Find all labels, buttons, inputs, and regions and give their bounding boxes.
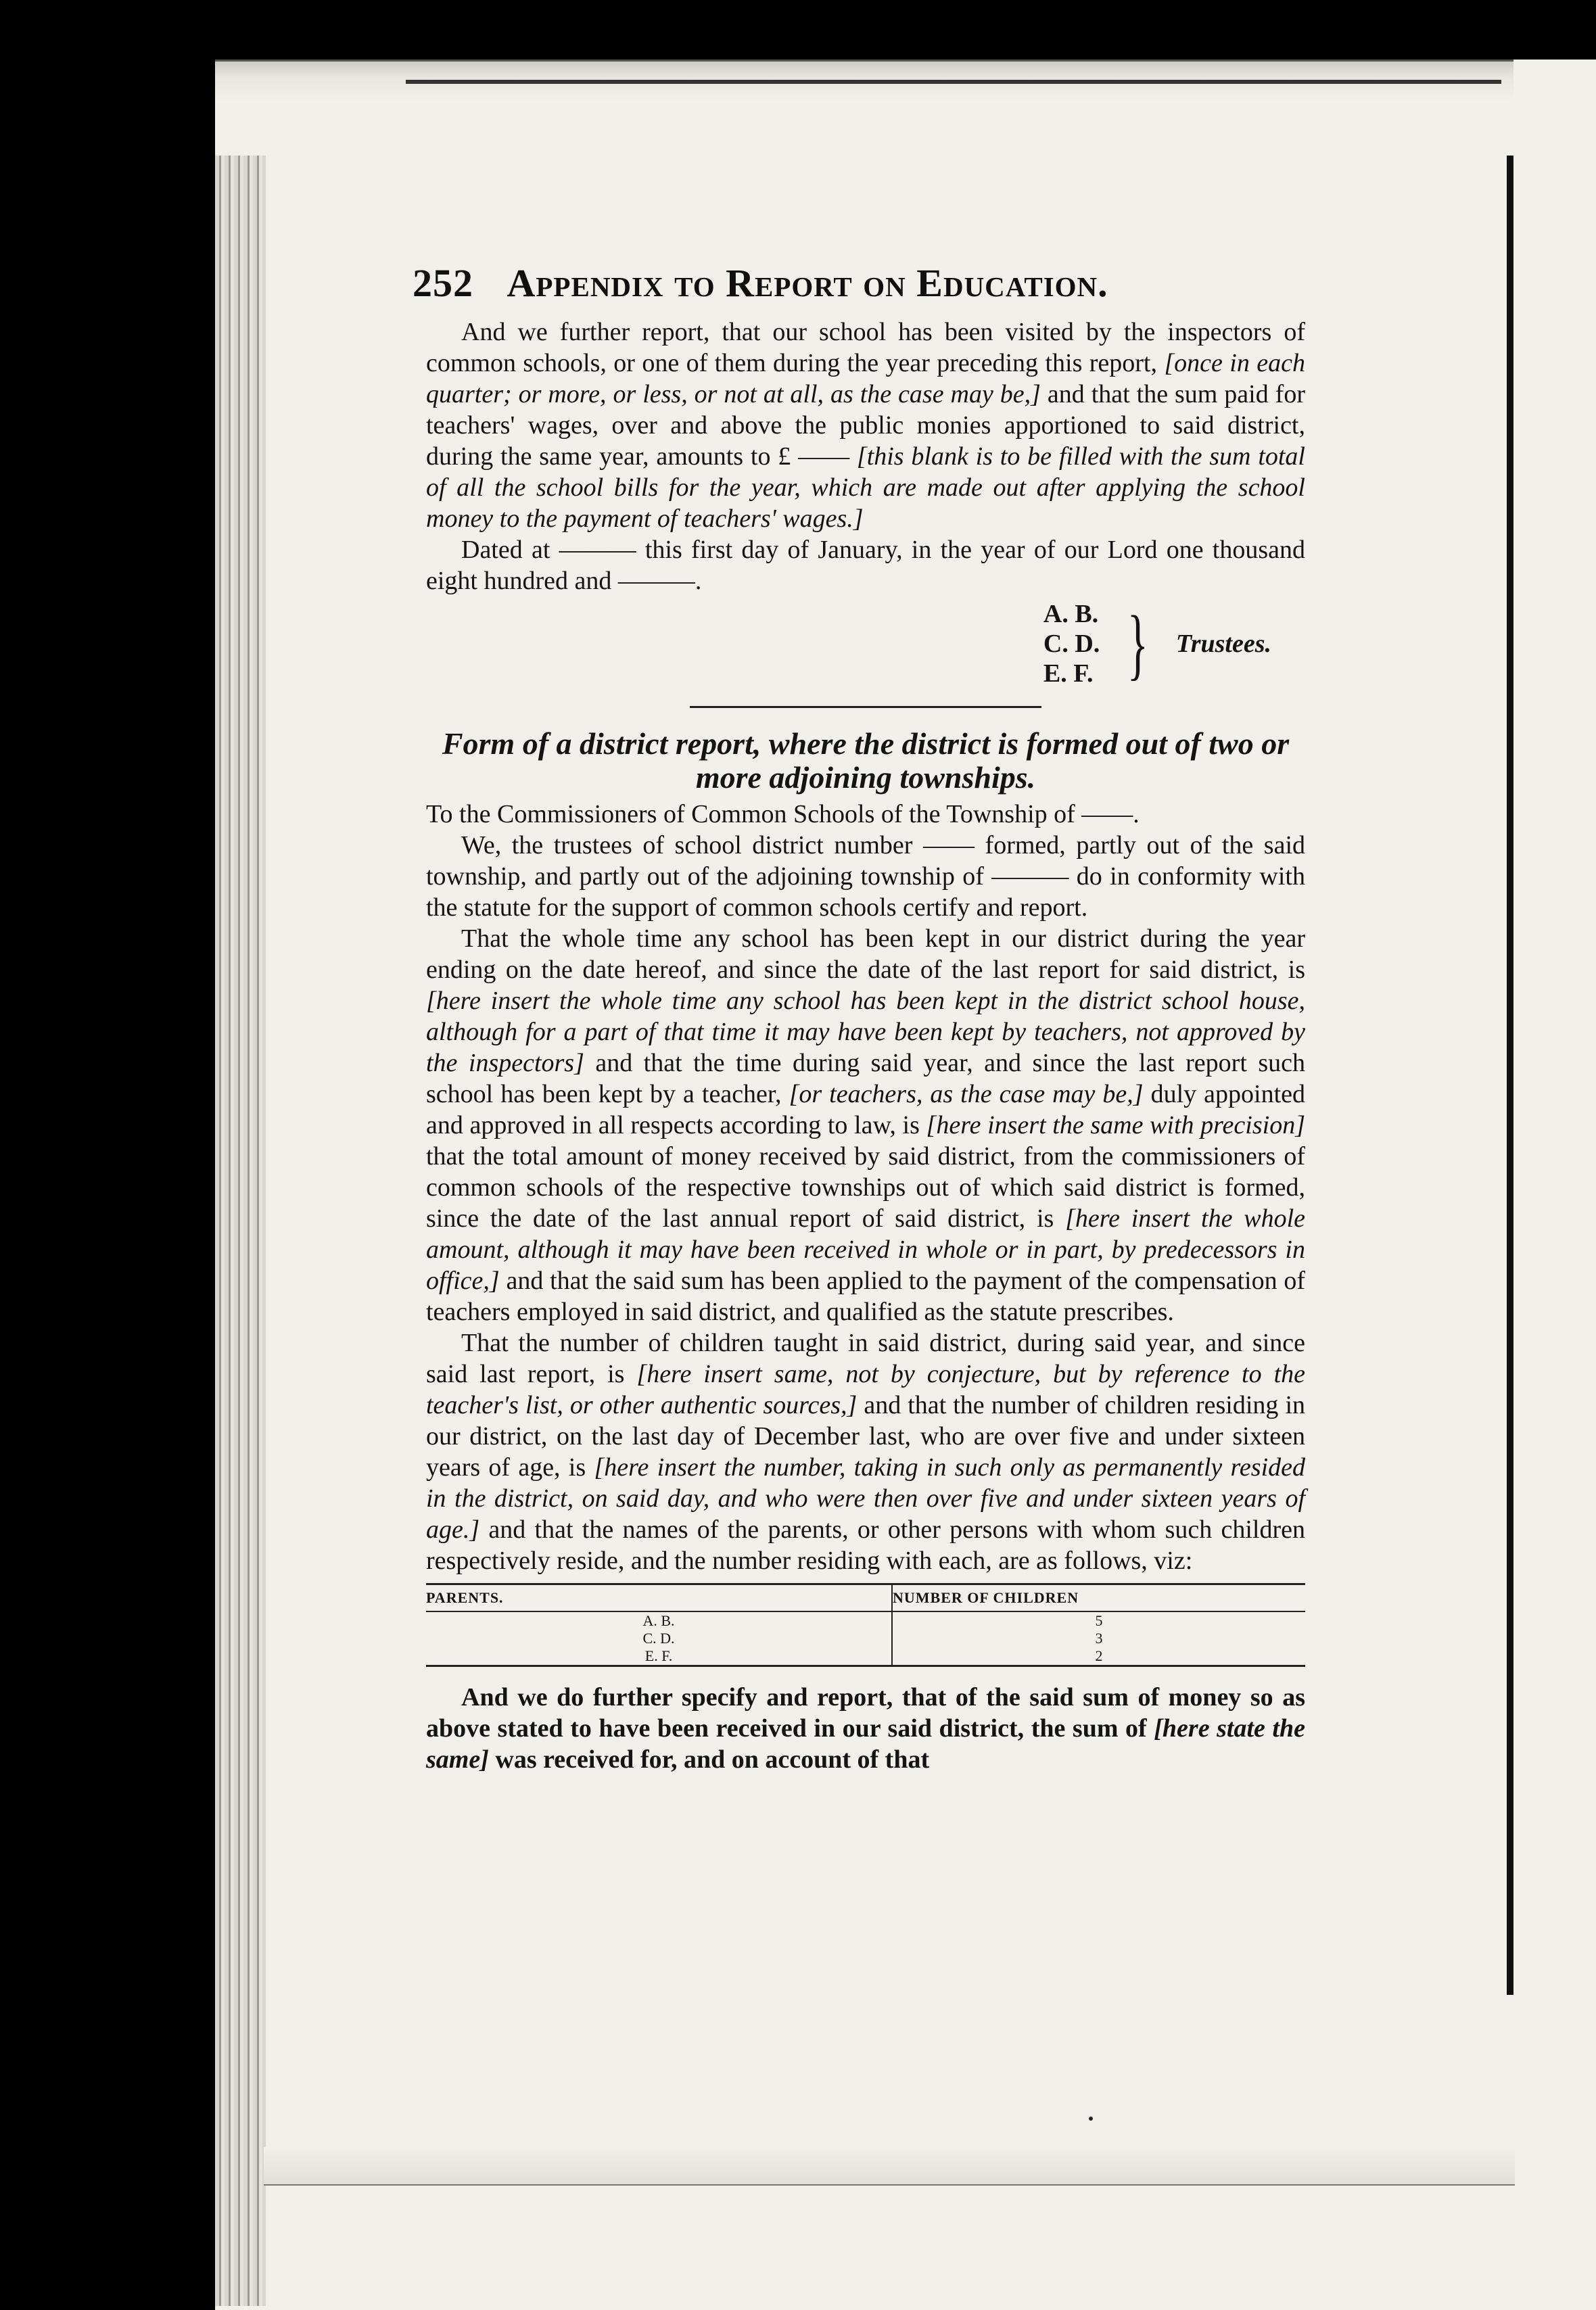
- dated-line: Dated at ——— this first day of January, in the year of our Lord one thousand eight hundred and ———.: [426, 536, 1305, 595]
- report-paragraph-1: [426, 316, 1305, 534]
- text-run: That the whole time any school has been kept in our district during the year ending on the date hereof, and since the date of the last report for said district, is: [426, 924, 1305, 984]
- parent-cell: C. D.: [426, 1630, 892, 1647]
- stacked-page-edges: [215, 156, 266, 2306]
- closing-paragraph: [426, 1682, 1305, 1775]
- italic-note: [here insert the number, taking in such only as permanently resided in the district, on said day, and who were then over five and under sixteen years of age.]: [426, 1453, 1305, 1544]
- brace: }: [1127, 599, 1149, 688]
- top-rule: [406, 80, 1501, 84]
- text-run: and that the names of the parents, or other persons with whom such children respectively reside, and the number residing with each, are as follows, viz:: [426, 1515, 1305, 1575]
- table-header-row: [426, 1584, 1305, 1612]
- text-run: And we do further specify and report, that of the said sum of money so as above stated to have been received in our said district, the sum of: [426, 1683, 1305, 1743]
- table-row: [426, 1611, 1305, 1630]
- italic-note: [here state the same]: [426, 1714, 1305, 1774]
- text-run: That the number of children taught in said district, during said year, and since said last report, is: [426, 1329, 1305, 1388]
- form-title: Form of a district report, where the district is formed out of two or more adjoining townships.: [442, 726, 1290, 795]
- text-run: and that the number of children residing in our district, on the last day of December last, who are over five and under sixteen years of age, is: [426, 1391, 1305, 1482]
- form-paragraph-1: We, the trustees of school district number —— formed, partly out of the said township, and partly out of the adjoining township of ——— do in conformity with the statute for the support of common schools certify and report.: [426, 831, 1305, 922]
- text-run: that the total amount of money received by said district, from the commissioners of common schools of the respective townships out of which said district is formed, since the date of the last annual report of said district, is: [426, 1142, 1305, 1233]
- text-run: duly appointed and approved in all respects according to law, is: [426, 1080, 1306, 1139]
- table-row: [426, 1647, 1305, 1666]
- text-run: And we further report, that our school has been visited by the inspectors of common schools, or one of them during the year preceding this report,: [426, 318, 1305, 377]
- children-cell: 2: [1095, 1647, 1103, 1664]
- running-title: Appendix to Report on Education.: [507, 261, 1108, 305]
- page-number: 252: [413, 261, 473, 305]
- table-row: [426, 1630, 1305, 1647]
- signatory: C. D.: [1043, 630, 1100, 658]
- body-text: [426, 316, 1305, 1775]
- book-page: [264, 101, 1507, 2144]
- form-paragraph-3: [426, 1327, 1305, 1576]
- text-run: was received for, and on account of that: [488, 1745, 930, 1774]
- column-header-parents: PARENTS.: [426, 1584, 892, 1612]
- italic-note: [once in each quarter; or more, or less, or not at all, as the case may be,]: [426, 349, 1305, 408]
- form-paragraph-2: [426, 923, 1305, 1327]
- signatory: A. B.: [1043, 600, 1099, 628]
- page-bottom-edge: [264, 2147, 1515, 2186]
- signatory-role: Trustees.: [1175, 630, 1271, 658]
- parent-cell: A. B.: [426, 1611, 892, 1630]
- italic-note: [or teachers, as the case may be,]: [789, 1080, 1144, 1108]
- signatory: E. F.: [1043, 659, 1094, 688]
- parents-table: [426, 1583, 1305, 1667]
- column-header-children: NUMBER OF CHILDREN: [892, 1584, 1305, 1612]
- section-divider: [690, 706, 1041, 708]
- text-run: and that the sum paid for teachers' wages, over and above the public monies apportioned to said district, during the same year, amounts to £ ——: [426, 380, 1305, 471]
- ink-speck: [1089, 2117, 1093, 2121]
- italic-note: [here insert same, not by conjecture, but by reference to the teacher's list, or other authentic sources,]: [426, 1360, 1305, 1419]
- form-address: To the Commissioners of Common Schools of the Township of ——.: [426, 800, 1140, 828]
- italic-note: [this blank is to be filled with the sum total of all the school bills for the year, which are made out after applying the school money to the payment of teachers' wages.]: [426, 442, 1305, 533]
- children-cell: 5: [1095, 1612, 1103, 1629]
- page-header: [413, 260, 1359, 306]
- italic-note: [here insert the whole amount, although it may have been received in whole or in part, by predecessors in office,]: [426, 1204, 1305, 1295]
- italic-note: [here insert the whole time any school has been kept in the district school house, although for a part of that time it may have been kept by teachers, not approved by the inspectors]: [426, 987, 1305, 1077]
- signatory-names: [1043, 599, 1100, 688]
- children-cell: 3: [1095, 1630, 1103, 1647]
- text-run: and that the said sum has been applied to the payment of the compensation of teachers employed in said district, and qualified as the statute prescribes.: [426, 1267, 1305, 1326]
- trustees-signature: [426, 599, 1271, 688]
- parent-cell: E. F.: [426, 1647, 892, 1666]
- text-run: and that the time during said year, and since the last report such school has been kept by a teacher,: [426, 1049, 1305, 1108]
- gutter-shadow: [1507, 156, 1513, 1995]
- italic-note: [here insert the same with precision]: [926, 1111, 1305, 1139]
